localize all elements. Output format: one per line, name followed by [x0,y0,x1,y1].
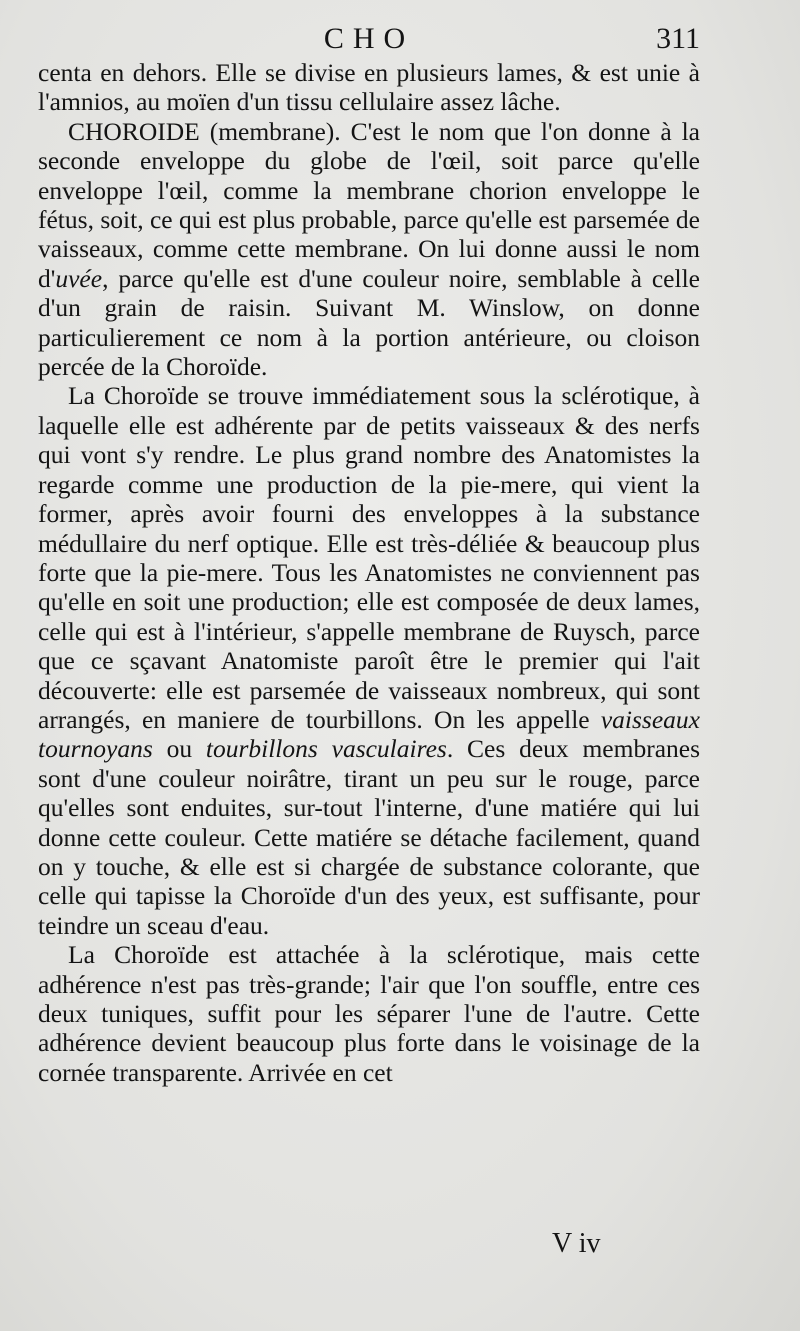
paragraph-continuation [38,58,700,117]
paragraph-text: La Choroïde se trouve immédiatement sous la sclérotique, à laquelle elle est adhérente par de petits vaisseaux & des nerfs qui vont s'y rendre. Le plus grand nombre des Anatomistes la regarde comme une production de la pie-mere, qui vient la former, après avoir fourni des enveloppes à la substance médullaire du nerf optique. Elle est très-déliée & beaucoup plus forte que la pie-mere. Tous les Anatomistes ne conviennent pas qu'elle en soit une production; elle est composée de deux lames, celle qui est à l'intérieur, s'appelle membrane de Ruysch, parce que ce sçavant Anatomiste paroît être le premier qui l'ait découverte: elle est parsemée de vaisseaux nombreux, qui sont arrangés, en maniere de tourbillons. On les appelle [38,381,700,734]
entry-headword: CHOROIDE (membrane). [68,116,341,146]
paragraph-text: ou [152,734,206,764]
page-header [38,22,700,56]
paragraph-text: La Choroïde est attachée à la sclérotique, mais cette adhérence n'est pas très-grande; l'air que l'on souffle, entre ces deux tuniques, suffit pour les séparer l'une de l'autre. Cette adhérence devient beaucoup plus forte dans le voisinage de la cornée transparente. Arrivée en cet [38,940,700,1087]
page-number: 311 [656,22,700,55]
paragraph-text: , parce qu'elle est d'une couleur noire, semblable à celle d'un grain de raisin. Suivant M. Winslow, on donne particulierement ce nom à la portion antérieure, ou cloison percée de la Choroïde. [38,263,700,382]
italic-term: vaisseaux tournoyans [38,704,700,764]
running-head: CHO [323,22,415,55]
body-text [38,58,700,1087]
italic-term: uvée [55,263,103,293]
signature-mark: V iv [552,1228,601,1259]
italic-term: tourbillons vasculaires [205,734,447,764]
paragraph-text: centa en dehors. Elle se divise en plusieurs lames, & est unie à l'amnios, au moïen d'un tissu cellulaire assez lâche. [38,58,700,117]
paragraph-choroide-attachment [38,940,700,1087]
paragraph-text: C'est le nom que l'on donne à la seconde enveloppe du globe de l'œil, soit parce qu'elle enveloppe l'œil, comme la membrane chorion enveloppe le fétus, soit, ce qui est plus probable, parce qu'elle est parsemée de vaisseaux, comme cette membrane. On lui donne aussi le nom d' [38,116,700,293]
paragraph-choroide-entry [38,117,700,382]
paragraph-text: . Ces deux membranes sont d'une couleur noirâtre, tirant un peu sur le rouge, parce qu'elles sont enduites, sur-tout l'interne, d'une matiére qui lui donne cette couleur. Cette matiére se détache facilement, quand on y touche, & elle est si chargée de substance colorante, que celle qui tapisse la Choroïde d'un des yeux, est suffisante, pour teindre un sceau d'eau. [38,734,700,940]
paragraph-choroide-description [38,381,700,940]
